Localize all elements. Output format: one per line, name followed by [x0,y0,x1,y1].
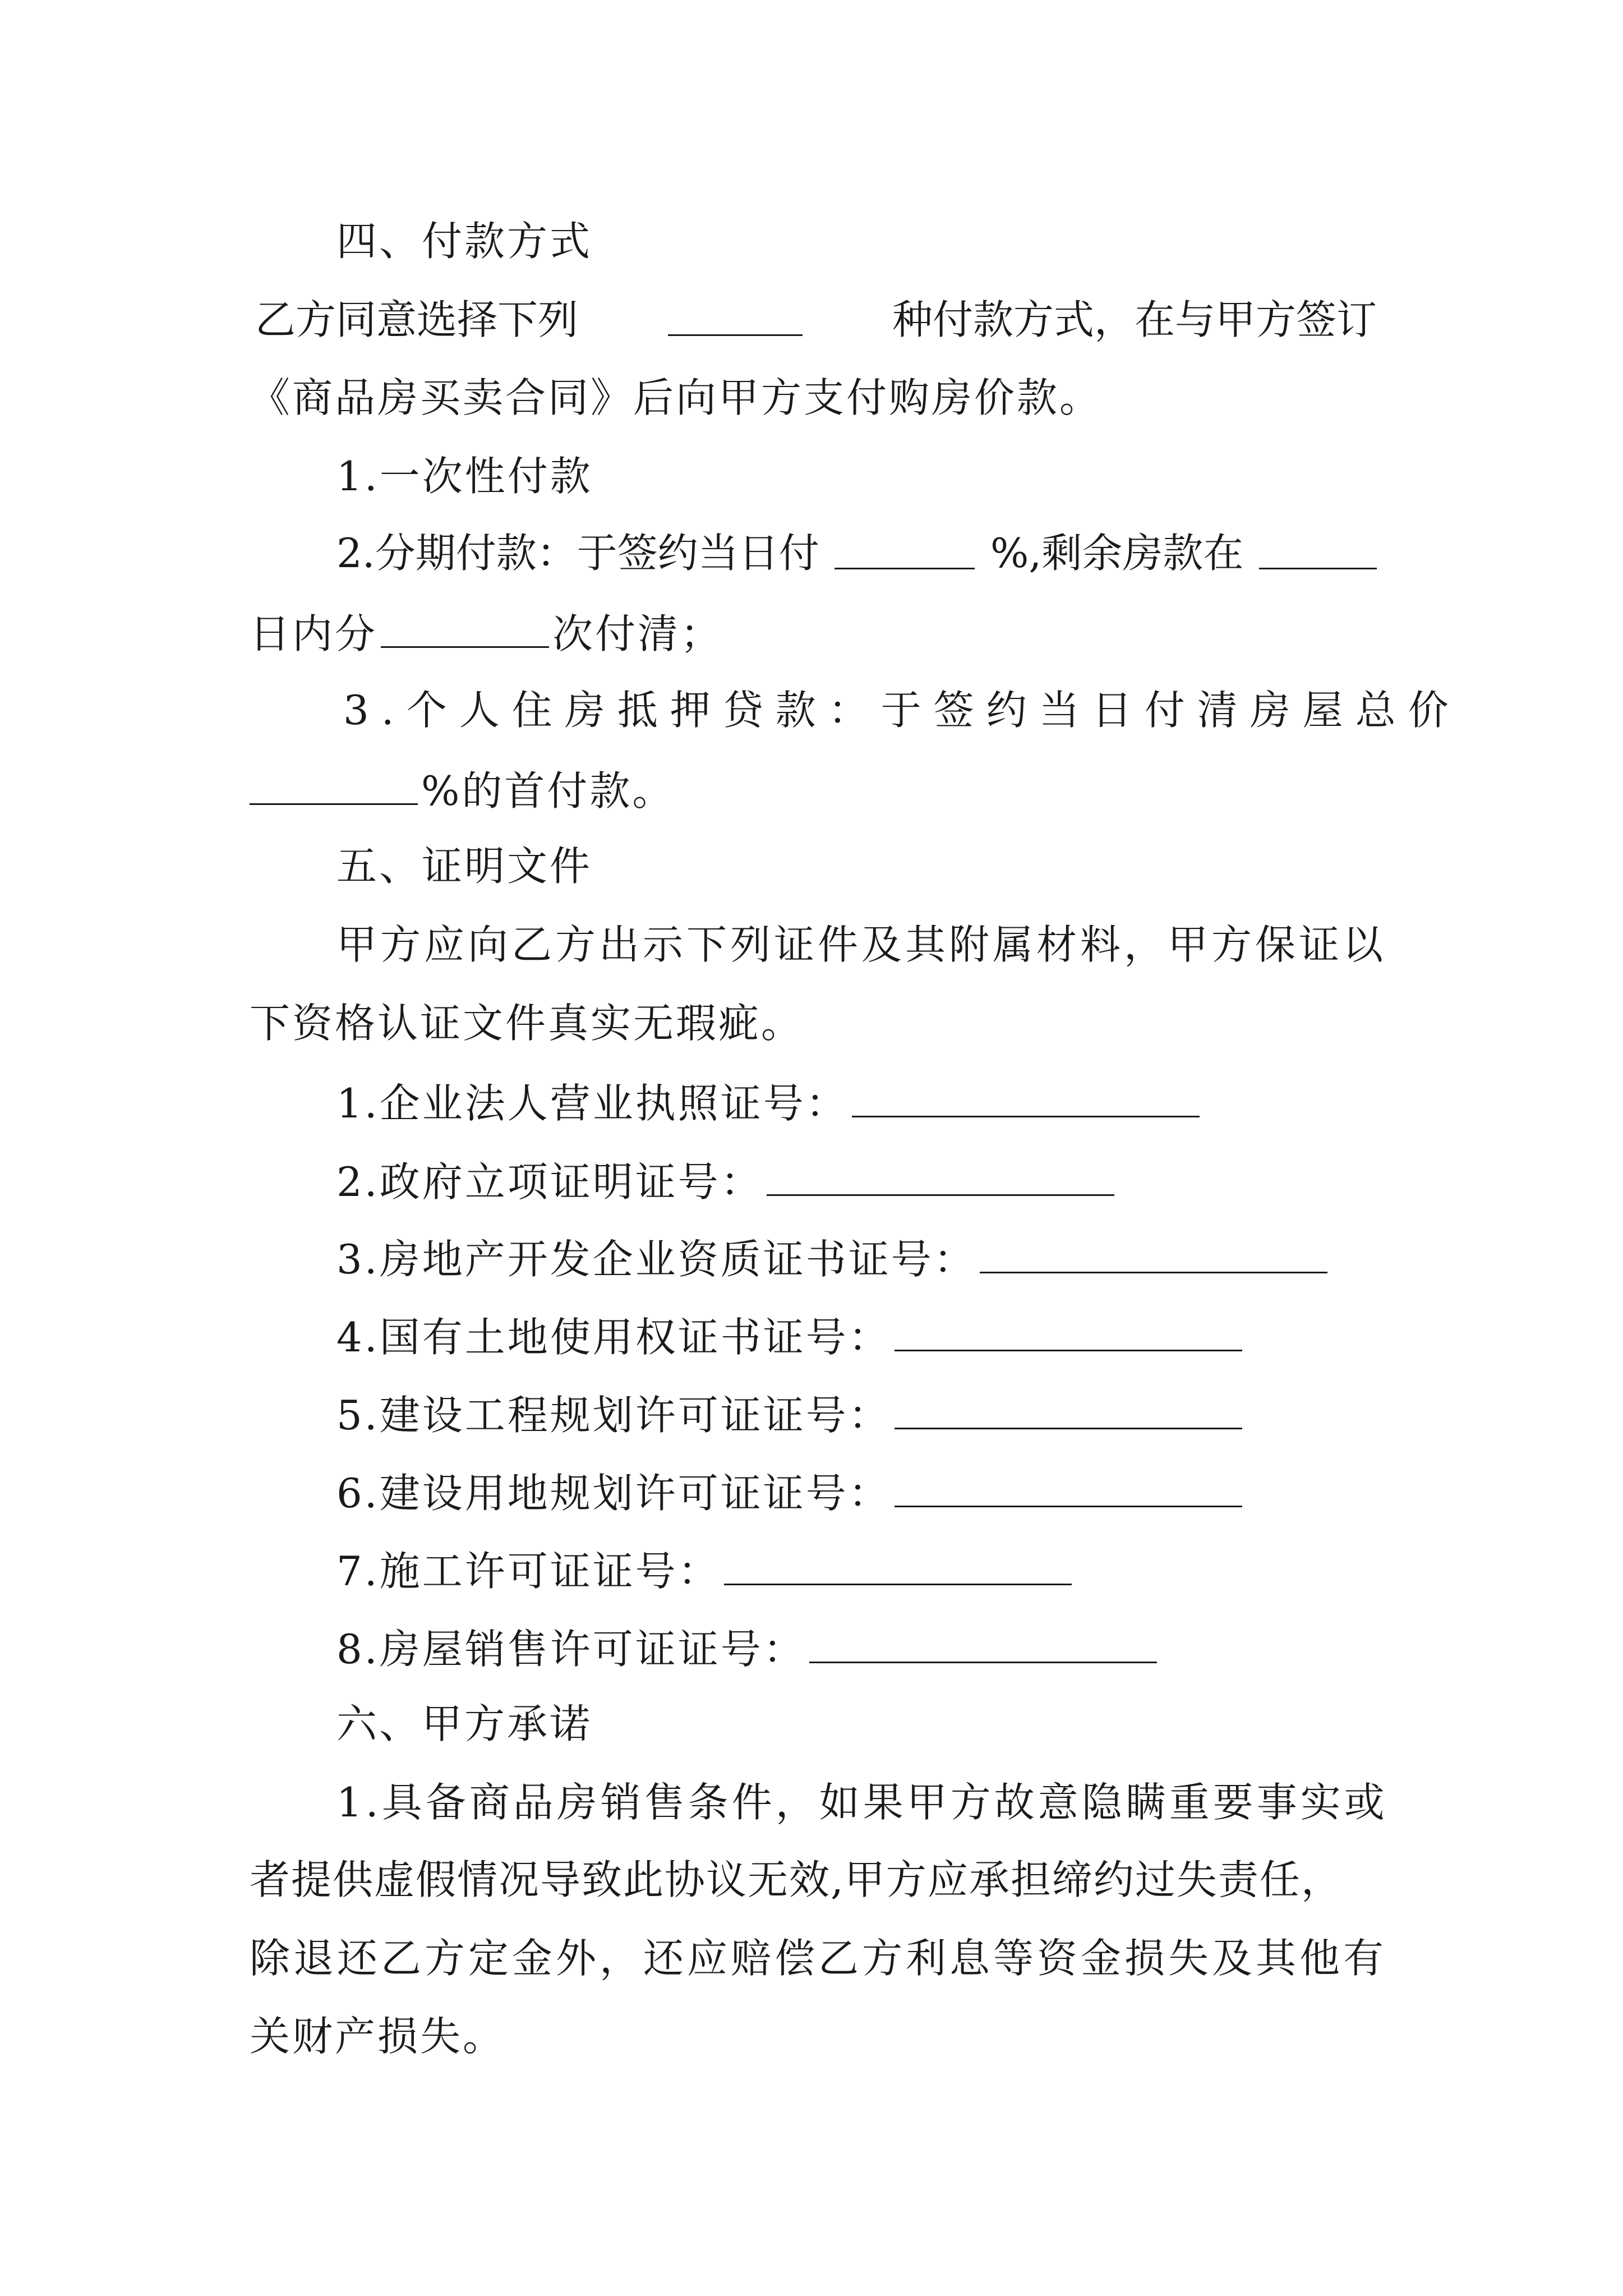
section5-intro-line2: 下资格认证文件真实无瑕疵。 [250,1000,804,1047]
section6-item1-line4: 关财产损失。 [250,2013,506,2060]
cert-land-use-right [336,1314,1246,1361]
installment-text-a: 2.分期付款：于签约当日付 [336,530,819,577]
section6-item1-line1 [336,1779,1388,1826]
cert-land-use-right-label: 4.国有土地使用权证书证号： [336,1314,891,1361]
cert-business-license-label: 1.企业法人营业执照证号： [336,1080,849,1127]
cert-land-planning [336,1470,1246,1517]
mortgage-text-b: %的首付款。 [421,767,675,815]
cert-construction-planning-label: 5.建设工程规划许可证证号： [336,1392,891,1439]
payment-method-choice-blank[interactable] [668,300,803,336]
section6-heading: 六、甲方承诺 [336,1700,593,1747]
section4-intro-line1 [255,296,1377,343]
section6-item1-text-l2: 者提供虚假情况导致此协议无效,甲方应承担缔约过失责任， [250,1856,1343,1903]
cert-sales-permit [336,1626,1160,1673]
section4-heading: 四、付款方式 [336,218,593,265]
section6-item1-text-l3: 除退还乙方定金外，还应赔偿乙方利息等资金损失及其他有 [250,1935,1387,1982]
section5-heading: 五、证明文件 [336,843,593,890]
installment-text-d: 次付清； [552,610,723,657]
cert-government-approval-blank[interactable] [767,1159,1114,1196]
payment-option-installment-line2 [250,610,723,657]
installment-days-blank[interactable] [1259,533,1377,569]
section4-intro-part-a: 乙方同意选择下列 [255,296,579,343]
mortgage-text-a: 3.个人住房抵押贷款：于签约当日付清房屋总价 [343,687,1461,734]
section5-intro-text-a: 甲方应向乙方出示下列证件及其附属材料，甲方保证以 [336,921,1387,968]
cert-construction-permit-blank[interactable] [724,1549,1072,1585]
cert-government-approval [336,1158,1118,1205]
cert-construction-permit [336,1548,1075,1595]
installment-times-blank[interactable] [381,611,549,648]
cert-sales-permit-label: 8.房屋销售许可证证号： [336,1626,806,1673]
cert-land-planning-blank[interactable] [895,1471,1242,1507]
installment-percent-blank[interactable] [834,533,975,569]
cert-developer-qualification [336,1236,1331,1283]
installment-text-c: 日内分 [250,610,378,657]
payment-option-mortgage-line2 [250,767,675,815]
cert-developer-qualification-label: 3.房地产开发企业资质证书证号： [336,1236,976,1283]
cert-construction-planning-blank[interactable] [895,1393,1242,1429]
section4-intro-line2: 《商品房买卖合同》后向甲方支付购房价款。 [250,374,1103,421]
payment-option-lump-sum: 1.一次性付款 [336,453,593,500]
section6-item1-line3 [250,1935,1387,1982]
section6-item1-line2 [250,1856,1377,1903]
payment-option-mortgage-line1 [343,687,1461,734]
section4-intro-part-b: 种付款方式，在与甲方签订 [892,296,1377,343]
cert-sales-permit-blank[interactable] [809,1627,1157,1663]
cert-construction-permit-label: 7.施工许可证证号： [336,1548,721,1595]
cert-developer-qualification-blank[interactable] [980,1237,1327,1273]
section5-intro-line1 [336,921,1387,968]
down-payment-percent-blank[interactable] [250,769,418,805]
cert-land-use-right-blank[interactable] [895,1315,1242,1351]
cert-business-license [336,1080,1203,1127]
installment-text-b: %,剩余房款在 [990,530,1244,577]
cert-government-approval-label: 2.政府立项证明证号： [336,1158,763,1205]
cert-business-license-blank[interactable] [852,1081,1200,1117]
cert-construction-planning [336,1392,1246,1439]
payment-option-installment-line1 [336,530,1377,577]
cert-land-planning-label: 6.建设用地规划许可证证号： [336,1470,891,1517]
section6-item1-text-l1: 1.具备商品房销售条件，如果甲方故意隐瞒重要事实或 [336,1779,1388,1826]
